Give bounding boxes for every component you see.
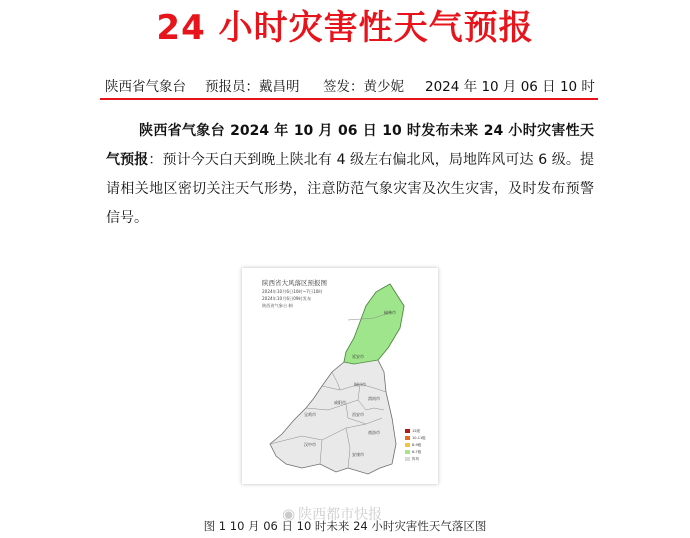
- legend-swatch-12: [405, 429, 410, 433]
- legend-swatch-10-11: [405, 436, 410, 440]
- legend-swatch-gust: [405, 457, 410, 461]
- forecast-paragraph: [106, 117, 594, 233]
- page-title: 24 小时灾害性天气预报: [156, 8, 534, 48]
- city-ankang: 安康市: [352, 452, 364, 457]
- city-shangluo: 商洛市: [368, 430, 380, 435]
- city-yulin: 榆林市: [384, 310, 396, 315]
- legend-label: 阵风: [412, 456, 419, 461]
- city-yanan: 延安市: [352, 354, 364, 359]
- map-valid-period: 2024年10月6日10时~7日10时: [262, 289, 323, 294]
- map-legend: [405, 428, 427, 463]
- weibo-icon: ◉: [282, 505, 296, 523]
- map-title: 陕西省大风落区预报图: [262, 279, 327, 287]
- forecaster: 预报员：戴昌明: [205, 79, 300, 95]
- city-xianyang: 咸阳市: [334, 400, 346, 405]
- city-xian: 西安市: [352, 412, 364, 417]
- legend-label: 12级: [412, 428, 420, 433]
- issuer: 签发：黄少妮: [323, 79, 404, 95]
- watermark-text: 陕西都市快报: [298, 507, 383, 523]
- wind-zone-yulin-yanan: [344, 284, 404, 364]
- city-tongchuan: 铜川市: [354, 382, 366, 387]
- forecast-lead: 陕西省气象台 2024 年 10 月 06 日 10 时发布未来 24 小时灾害性天气预报: [106, 123, 594, 168]
- header-divider: [100, 98, 598, 100]
- map-issued-time: 2024年10月6日09时发布: [262, 296, 312, 301]
- map-maker: 陕西省气象台 制: [262, 303, 293, 308]
- city-hanzhong: 汉中市: [304, 442, 316, 447]
- city-weinan: 渭南市: [368, 396, 380, 401]
- legend-label: 6-7级: [412, 449, 422, 454]
- issue-time: 2024 年 10 月 06 日 10 时: [425, 79, 595, 95]
- figure-caption: 图 1 10 月 06 日 10 时未来 24 小时灾害性天气落区图: [203, 519, 487, 533]
- city-baoji: 宝鸡市: [304, 412, 316, 417]
- legend-swatch-8-9: [405, 443, 410, 447]
- forecast-text: ：预计今天白天到晚上陕北有 4 级左右偏北风，局地阵风可达 6 级。提请相关地区密切关注天气形势，注意防范气象灾害及次生灾害，及时发布预警信号。: [106, 152, 594, 226]
- legend-label: 8-9级: [412, 442, 422, 447]
- wind-forecast-map: [242, 268, 438, 484]
- issuing-org: 陕西省气象台: [105, 79, 186, 95]
- legend-label: 10-11级: [412, 435, 426, 440]
- legend-swatch-6-7: [405, 450, 410, 454]
